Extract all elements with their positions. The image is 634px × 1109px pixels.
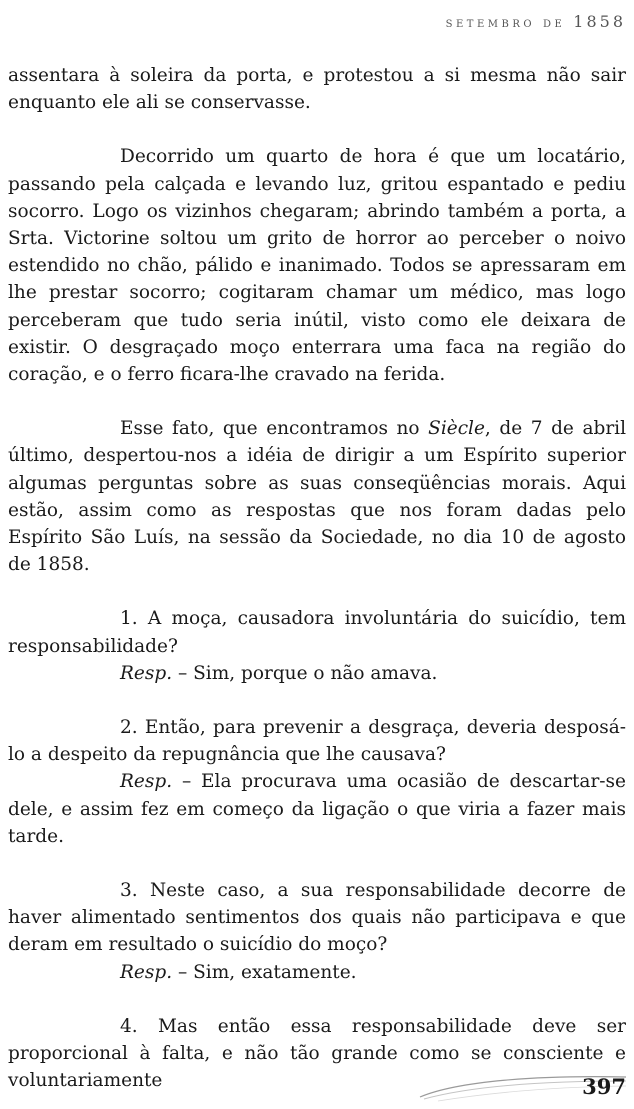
question-1: 1. A moça, causadora involuntária do suicídio, tem responsabilidade?: [8, 608, 626, 657]
answer-3-text: – Sim, exatamente.: [172, 961, 357, 983]
paragraph-siecle-rest: , de 7 de abril último, despertou-nos a idéia de dirigir a um Espírito superior algumas perguntas sobre as suas conseqüências morais. Aqui estão, assim como as respostas que nos foram dadas pelo Espírito São Luís, na sessão da Sociedade, no dia 10 de agosto de 1858.: [8, 418, 626, 576]
running-year: 1858: [573, 12, 626, 31]
answer-3: [8, 959, 626, 986]
running-title: setembro de: [445, 15, 566, 31]
resp-label: Resp.: [120, 771, 173, 793]
resp-label: Resp.: [120, 662, 173, 684]
answer-2: [8, 768, 626, 850]
running-header: [446, 12, 626, 31]
paragraph-suicide-discovery: Decorrido um quarto de hora é que um locatário, passando pela calçada e levando luz, gritou espantado e pediu socorro. Logo os vizinhos chegaram; abrindo também a porta, a Srta. Victorine soltou um grito de horror ao perceber o noivo estendido no chão, pálido e inanimado. Todos se apressaram em lhe prestar socorro; cogitaram chamar um médico, mas logo perceberam que tudo seria inútil, visto como ele deixara de existir. O desgraçado moço enterrara uma faca na região do coração, e o ferro ficara-lhe cravado na ferida.: [8, 146, 626, 386]
answer-1-text: – Sim, porque o não amava.: [172, 662, 438, 684]
question-2: 2. Então, para prevenir a desgraça, deveria desposá-lo a despeito da repugnância que lhe causava?: [8, 717, 626, 766]
paragraph-siecle-lead: Esse fato, que encontramos no: [120, 418, 429, 440]
answer-1: [8, 660, 626, 687]
paragraph-continuation: assentara à soleira da porta, e protestou a si mesma não sair enquanto ele ali se conservasse.: [8, 65, 626, 114]
siecle-title: Siècle: [428, 418, 485, 440]
question-3: 3. Neste caso, a sua responsabilidade decorre de haver alimentado sentimentos dos quais não participava e que deram em resultado o suicídio do moço?: [8, 880, 626, 956]
page-body: [8, 62, 626, 1095]
paragraph-siecle: [8, 415, 626, 578]
resp-label: Resp.: [120, 961, 173, 983]
page-footer: [418, 1067, 628, 1103]
answer-2-text: – Ela procurava uma ocasião de descartar-se dele, e assim fez em começo da ligação o que viria a fazer mais tarde.: [8, 771, 626, 847]
question-4: 4. Mas então essa responsabilidade deve ser proporcional à falta, e não tão grande como se consciente e voluntariamente: [8, 1015, 626, 1092]
page-number: 397: [582, 1074, 626, 1099]
